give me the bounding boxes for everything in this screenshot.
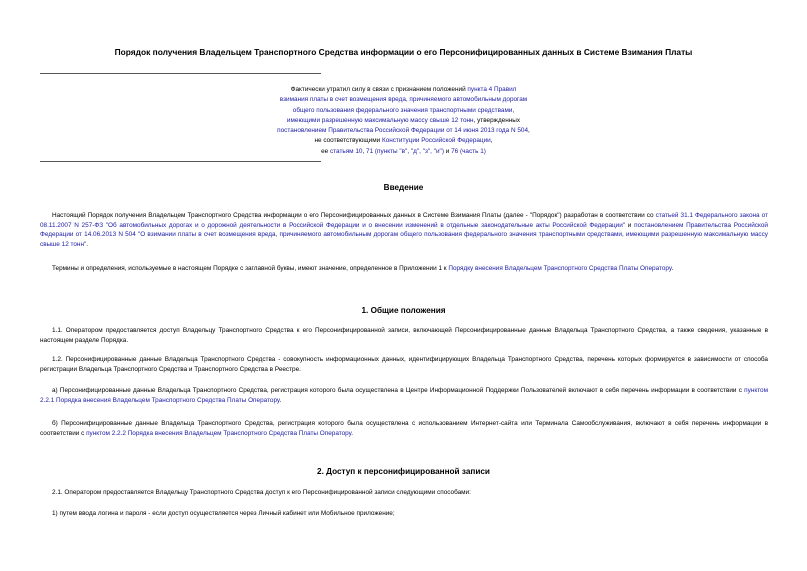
para-text: . [86,240,89,248]
link-payment-procedure[interactable]: Порядку внесения Владельцем Транспортного Средства Платы Оператору [448,265,672,272]
note-line-4 [0,116,807,126]
section-1-paragraph-1: 1.1. Оператором предоставляется доступ Владельцу Транспортного Средства к его Персонифицированной записи, включающей Персонифицированные данные Владельца Транспортного Средства, а также сведения, указанные в настоящем разделе Порядка. [40,327,768,344]
note-text: , [362,147,367,155]
section-2-paragraph-1: 2.1. Оператором предоставляется Владельцу Транспортного Средства доступ к его Персонифицированной записи следующими способами: [52,489,471,496]
intro-paragraph-2 [40,264,768,274]
note-text: , утвержденных [473,116,521,124]
para-text: Термины и определения, используемые в настоящем Порядке с заглавной буквы, имеют значение, определенное в Приложении 1 к [52,265,449,272]
note-text: Фактически утратил силу в связи с признанием положений [290,86,468,93]
note-text: , [528,127,530,135]
note-line-3[interactable]: общего пользования федерального значения транспортными средствами, [292,106,515,114]
para-text: . [351,429,353,437]
section-2-paragraph-2: 1) путем ввода логина и пароля - если доступ осуществляется через Личный кабинет или Мобильное приложение; [52,510,395,517]
bottom-divider [40,161,321,162]
link-constitution[interactable]: Конституции Российской Федерации [381,137,491,145]
section-1-paragraph-2: 1.2. Персонифицированные данные Владельца Транспортного Средства - совокупность информационных данных, идентифицирующих Владельца Транспортного Средства, перечень которых формируется в зависимости от способа регистрации Владельца Транспортного Средства и Транспортного Средства в Реестре. [40,356,768,373]
link-article-76[interactable]: 76 (часть 1) [451,147,486,155]
para-text: и [625,221,635,229]
intro-heading: Введение [383,183,424,192]
link-resolution-504-full[interactable]: постановлением Правительства Российской Федерации от 14.06.2013 N 504 "О взимании платы в счет возмещения вреда, причиняемого автомобильным дорогам общего пользования федерального значения транспортными средствами, имеющими разрешенную максимальную массу свыше 12 тонн" [40,221,768,248]
intro-paragraph-1 [40,211,768,249]
note-line-7 [0,147,807,157]
link-article-71[interactable]: 71 (пункты "в", "д", "з", "и") [366,147,444,155]
section-2-heading: 2. Доступ к персонифицированной записи [317,467,490,476]
status-note [0,85,807,157]
note-line-5 [0,126,807,136]
note-line-2[interactable]: взимания платы в счет возмещения вреда, причиняемого автомобильным дорогам [279,96,528,104]
link-article-10[interactable]: статьям 10 [330,147,363,155]
link-point-2-2-1[interactable]: пунктом 2.2.1 Порядка внесения Владельцем Транспортного Средства Платы Оператору [40,387,768,404]
document-title: Порядок получения Владельцем Транспортного Средства информации о его Персонифицированных данных в Системе Взимания Платы [114,47,693,57]
section-1-paragraph-a [40,386,768,405]
note-line-6 [0,136,807,146]
para-text: а) Персонифицированные данные Владельца Транспортного Средства, регистрация которого была осуществлена в Центре Информационной Поддержки Пользователей включают в себя перечень информации в соответствии с [52,387,745,394]
note-line-1 [0,85,807,95]
section-1-heading: 1. Общие положения [361,306,446,315]
note-text: , [490,137,493,145]
link-point-2-2-2[interactable]: пунктом 2.2.2 Порядка внесения Владельцем Транспортного Средства Платы Оператору [86,429,352,437]
link-rules-point-4[interactable]: пункта 4 Правил [467,86,517,93]
note-text: ее [321,147,330,155]
para-text: б) Персонифицированные данные Владельца Транспортного Средства, регистрация которого была осуществлена с использованием Интернет-сайта или Терминала Самообслуживания, включают в себя перечень информации в соответствии с [40,420,768,437]
note-text: не соответствующими [314,137,382,145]
para-text: Настоящий Порядок получения Владельцем Транспортного Средства информации о его Персонифицированных данных в Системе Взимания Платы (далее - "Порядок") разработан в соответствии со [52,212,656,219]
link-federal-law-257[interactable]: статьей 31.1 Федерального закона от 08.11.2007 N 257-ФЗ "Об автомобильных дорогах и о дорожной деятельности в Российской Федерации и о внесении изменений в отдельные законодательные акты Российской Федерации" [40,212,769,229]
note-text: и [443,147,452,155]
top-divider [40,73,321,74]
section-1-paragraph-b [40,419,768,438]
para-text: . [279,396,282,404]
para-text: . [671,265,674,272]
link-rules-mass[interactable]: имеющими разрешенную максимальную массу свыше 12 тонн [286,116,474,124]
link-resolution-504[interactable]: постановлением Правительства Российской Федерации от 14 июня 2013 года N 504 [277,127,529,135]
